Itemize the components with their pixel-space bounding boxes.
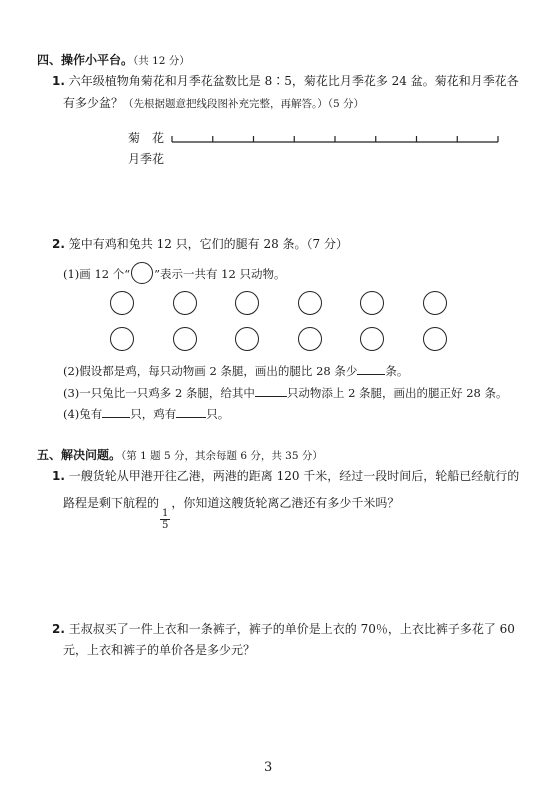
s4-q2-line: [52, 236, 348, 252]
answer-blank-legs[interactable]: [357, 362, 385, 375]
s4-q2-part4: [63, 405, 229, 422]
part4-text-a: (4)兔有: [63, 407, 103, 421]
part3-text-b: 只动物添上 2 条腿，画出的腿正好 28 条。: [286, 386, 508, 400]
section-4-heading: [37, 51, 190, 68]
circle-symbol-icon: [131, 262, 153, 284]
s4-q2-text: 笼中有鸡和兔共 12 只，它们的腿有 28 条。（7 分）: [68, 237, 348, 251]
s4-q2-part3: [63, 384, 508, 401]
s4-q1-text-2b: （先根据题意把线段图补充完整，再解答。）（5 分）: [123, 98, 365, 110]
animal-circle[interactable]: [298, 327, 322, 351]
part4-text-b: 只，鸡有: [130, 407, 177, 421]
section-4-score: （共 12 分）: [133, 55, 190, 67]
animal-circle[interactable]: [110, 327, 134, 351]
s4-q2-part1: [63, 262, 285, 284]
part1-text-b: ”表示一共有 12 只动物。: [154, 267, 286, 281]
section-5-heading: [37, 446, 323, 463]
s5-q1-line1: [52, 468, 519, 484]
fraction-denominator: 5: [162, 520, 169, 531]
s4-q1-number: 1.: [52, 74, 65, 88]
s5-q1-number: 1.: [52, 469, 65, 483]
s4-q2-part2: [63, 362, 408, 379]
answer-blank-rabbits[interactable]: [102, 405, 130, 418]
animal-circle[interactable]: [360, 291, 384, 315]
section-5-score: （第 1 题 5 分，其余每题 6 分，共 35 分）: [121, 450, 323, 462]
animal-circle[interactable]: [235, 327, 259, 351]
animal-circle[interactable]: [173, 291, 197, 315]
animal-circle[interactable]: [360, 327, 384, 351]
s5-q1-text-2b: ，你知道这艘货轮离乙港还有多少千米吗？: [171, 496, 400, 510]
animal-circle[interactable]: [423, 291, 447, 315]
part2-text-a: (2)假设都是鸡，每只动物画 2 条腿，画出的腿比 28 条少: [63, 364, 358, 378]
s4-q1-line1: [52, 73, 519, 89]
s5-q1-text-1: 一艘货轮从甲港开往乙港，两港的距离 120 千米，经过一段时间后，轮船已经航行的: [68, 469, 520, 483]
section-5-title: 五、解决问题。: [37, 448, 122, 462]
s5-q2-line1: [52, 621, 515, 637]
s5-q2-number: 2.: [52, 622, 65, 636]
answer-blank-animals[interactable]: [255, 384, 287, 397]
s4-q1-text-2a: 有多少盆？: [63, 96, 124, 110]
answer-blank-chickens[interactable]: [176, 405, 206, 418]
page-number: 3: [264, 760, 273, 775]
animal-circle[interactable]: [173, 327, 197, 351]
s5-q1-line2: [63, 495, 399, 531]
fraction-one-fifth: [160, 508, 170, 531]
s4-q1-line2: [63, 95, 364, 112]
part4-text-c: 只。: [206, 407, 230, 421]
animal-circle[interactable]: [298, 291, 322, 315]
s5-q2-line2: 元，上衣和裤子的单价各是多少元？: [63, 643, 256, 657]
part2-text-b: 条。: [385, 364, 409, 378]
part1-text-a: (1)画 12 个“: [63, 267, 131, 281]
animal-circle[interactable]: [235, 291, 259, 315]
label-chrysanthemum: 菊 花: [128, 131, 165, 145]
s4-q1-text-1: 六年级植物角菊花和月季花盆数比是 8∶5，菊花比月季花多 24 盆。菊花和月季花各: [68, 74, 519, 88]
fraction-numerator: 1: [162, 508, 169, 519]
s5-q2-text-1: 王叔叔买了一件上衣和一条裤子，裤子的单价是上衣的 70％，上衣比裤子多花了 60: [68, 622, 515, 636]
animal-circle[interactable]: [423, 327, 447, 351]
chrysanthemum-segment-diagram: [168, 128, 508, 148]
section-4-title: 四、操作小平台。: [37, 53, 134, 67]
part3-text-a: (3)一只兔比一只鸡多 2 条腿，给其中: [63, 386, 255, 400]
s4-q2-number: 2.: [52, 237, 65, 251]
animal-circle[interactable]: [110, 291, 134, 315]
s5-q1-text-2a: 路程是剩下航程的: [63, 496, 160, 510]
label-rose: 月季花: [128, 152, 165, 166]
